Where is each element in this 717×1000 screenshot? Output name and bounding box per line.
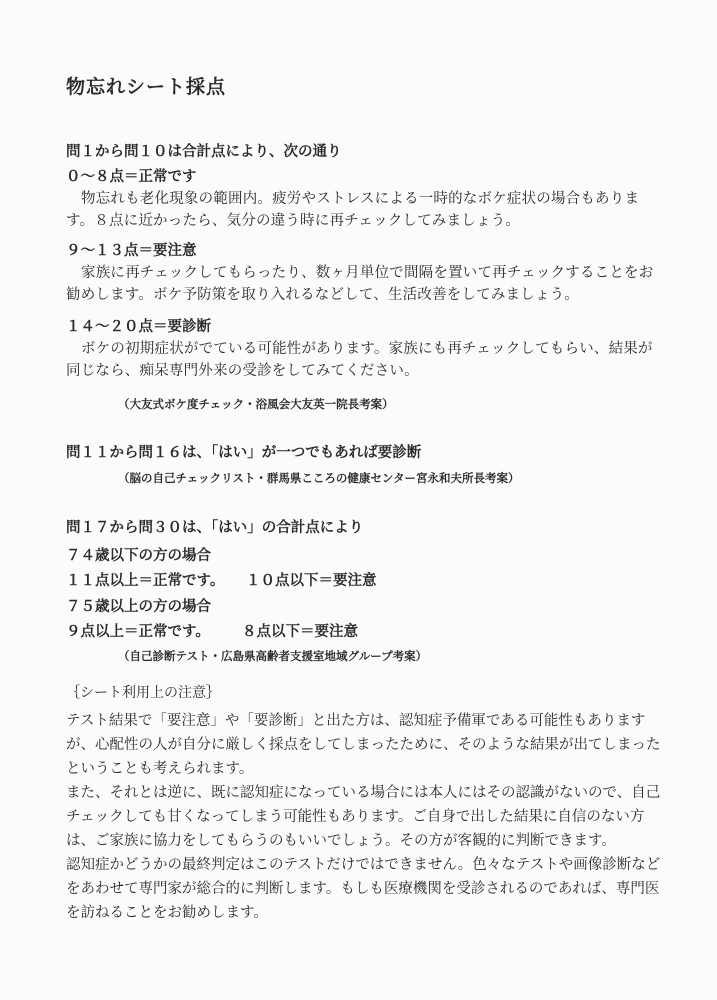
notes-paragraph-1: テスト結果で「要注意」や「要診断」と出た方は、認知症予備軍である可能性もありますが、心配性の人が自分に厳しく採点をしてしまったために、そのような結果が出てしまったということも考えられます。 <box>66 713 661 777</box>
age-group-label-75: ７５歳以上の方の場合 <box>66 598 211 615</box>
range-text-caution: 家族に再チェックしてもらったり、数ヶ月単位で間隔を置いて再チェックすることをお勧めします。ボケ予防策を取り入れるなどして、生活改善をしてみましょう。 <box>66 265 654 303</box>
section3-heading: 問１７から問３０は、「はい」の合計点により <box>66 519 364 536</box>
range-text-diagnosis: ボケの初期症状がでている可能性があります。家族にも再チェックしてもらい、結果が同じなら、痴呆専門外来の受診をしてみてください。 <box>66 341 653 379</box>
range-label-caution: ９～１３点＝要注意 <box>66 242 197 259</box>
range-label-normal: ０～８点＝正常です <box>66 168 197 185</box>
section2-source: （脳の自己チェックリスト・群馬県こころの健康センター宮永和夫所長考案） <box>118 471 520 485</box>
score-normal-75: ９点以上＝正常です。 <box>66 623 210 640</box>
notes-paragraph-2: また、それとは逆に、既に認知症になっている場合には本人にはその認識がないので、自己チェックしても甘くなってしまう可能性もあります。ご自身で出した結果に自信のない方は、ご家族に協力をしてもらうのもいいでしょう。その方が客観的に判断できます。 <box>66 785 661 849</box>
score-row-75 <box>66 620 358 641</box>
notes-heading: ｛シート利用上の注意｝ <box>66 685 220 701</box>
page-title: 物忘れシート採点 <box>66 76 227 98</box>
section1-source: （大友式ボケ度チェック・浴風会大友英一院長考案） <box>118 397 394 411</box>
range-label-diagnosis: １４～２０点＝要診断 <box>66 318 211 335</box>
score-caution-75: ８点以下＝要注意 <box>242 623 358 640</box>
section2-heading: 問１１から問１６は、「はい」が一つでもあれば要診断 <box>66 444 422 461</box>
section1-heading: 問１から問１０は合計点により、次の通り <box>66 143 342 160</box>
range-text-normal: 物忘れも老化現象の範囲内。疲労やストレスによる一時的なボケ症状の場合もあります。８点に近かったら、気分の違う時に再チェックしてみましょう。 <box>66 191 640 229</box>
notes-paragraph-3: 認知症かどうかの最終判定はこのテストだけではできません。色々なテストや画像診断などをあわせて専門家が総合的に判断します。もしも医療機関を受診されるのであれば、専門医を訪ねることをお勧めします。 <box>66 857 661 921</box>
score-normal-74: １１点以上＝正常です。 <box>66 572 225 589</box>
section3-source: （自己診断テスト・広島県高齢者支援室地域グループ考案） <box>118 649 428 663</box>
score-row-74 <box>66 569 377 590</box>
age-group-label-74: ７４歳以下の方の場合 <box>66 547 211 564</box>
notes-body <box>66 709 664 925</box>
score-caution-74: １０点以下＝要注意 <box>246 572 377 589</box>
